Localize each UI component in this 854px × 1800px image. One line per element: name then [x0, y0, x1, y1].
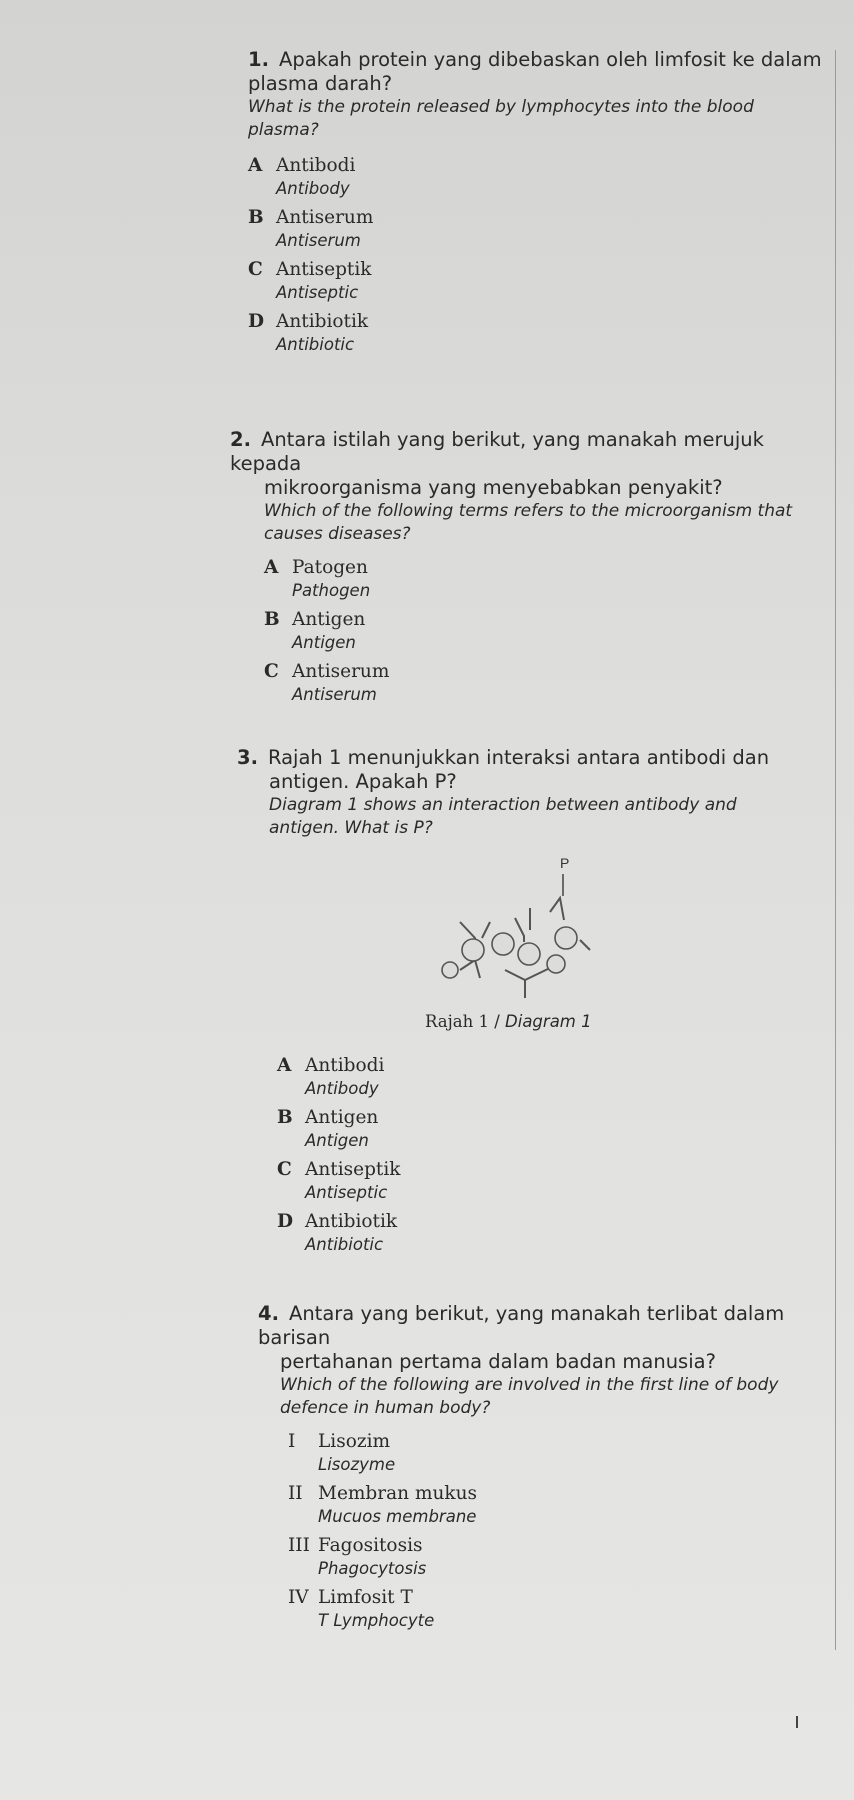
question-4-item-i-en: Lisozyme — [318, 1455, 396, 1474]
question-2-stem-ms-cont: mikroorganisma yang menyebabkan penyakit? — [264, 476, 723, 499]
question-1-option-b[interactable]: B Antiserum — [248, 207, 374, 228]
question-3-option-c-en: Antiseptic — [305, 1183, 388, 1202]
question-3-stem-en-cont: antigen. What is P? — [269, 818, 433, 838]
question-4-item-ii-en: Mucuos membrane — [318, 1507, 477, 1526]
question-1-stem-ms: 1. Apakah protein yang dibebaskan oleh limfosit ke dalam — [248, 48, 822, 71]
question-3-option-b-en: Antigen — [305, 1131, 369, 1150]
question-3 — [237, 746, 837, 840]
page-edge-mark — [796, 1716, 798, 1728]
question-2 — [230, 428, 830, 712]
question-4-item-ii: II Membran mukus — [288, 1483, 478, 1504]
question-1-option-c[interactable]: C Antiseptik — [248, 259, 372, 280]
question-4-item-iv-en: T Lymphocyte — [318, 1611, 435, 1630]
question-2-option-a-en: Pathogen — [292, 581, 371, 600]
question-1-stem-ms-cont: plasma darah? — [248, 72, 393, 95]
question-4-item-iii-en: Phagocytosis — [318, 1559, 427, 1578]
antibody-antigen-diagram — [420, 850, 610, 1000]
question-3-option-c[interactable]: C Antiseptik — [277, 1159, 401, 1180]
question-4-item-i: I Lisozim — [288, 1431, 391, 1452]
question-4-stem-en-cont: defence in human body? — [280, 1398, 491, 1418]
question-3-option-a[interactable]: A Antibodi — [277, 1055, 385, 1076]
antigen-circles — [442, 927, 577, 978]
question-2-option-b-en: Antigen — [292, 633, 356, 652]
question-2-option-b[interactable]: B Antigen — [264, 609, 366, 630]
question-3-option-d-en: Antibiotic — [305, 1235, 384, 1254]
question-4-item-iv: IV Limfosit T — [288, 1587, 413, 1608]
diagram-caption: Rajah 1 / Diagram 1 — [425, 1012, 592, 1031]
question-3-options — [277, 1054, 854, 1262]
question-1-option-c-en: Antiseptic — [276, 283, 359, 302]
question-4-stem-ms: 4. Antara yang berikut, yang manakah terlibat dalam barisan — [258, 1302, 785, 1349]
question-3-stem-ms-cont: antigen. Apakah P? — [269, 770, 457, 793]
question-1-option-a-en: Antibody — [276, 179, 350, 198]
question-2-option-c-en: Antiserum — [292, 685, 377, 704]
question-3-option-d[interactable]: D Antibiotik — [277, 1211, 398, 1232]
question-1-option-b-en: Antiserum — [276, 231, 361, 250]
question-1-stem-en: What is the protein released by lymphocytes into the blood — [248, 97, 754, 117]
question-2-stem-en: Which of the following terms refers to the microorganism that — [264, 501, 793, 521]
question-4-stem-ms-cont: pertahanan pertama dalam badan manusia? — [280, 1350, 716, 1373]
question-1-option-d-en: Antibiotic — [276, 335, 355, 354]
question-3-option-b[interactable]: B Antigen — [277, 1107, 379, 1128]
question-3-stem-en: Diagram 1 shows an interaction between antibody and — [269, 795, 737, 815]
question-4-item-iii: III Fagositosis — [288, 1535, 423, 1556]
label-p: P — [560, 855, 570, 871]
question-1 — [248, 48, 848, 362]
question-1-option-d[interactable]: D Antibiotik — [248, 311, 369, 332]
question-1-option-a[interactable]: A Antibodi — [248, 155, 356, 176]
question-3-stem-ms: 3. Rajah 1 menunjukkan interaksi antara antibodi dan — [237, 746, 770, 769]
question-2-stem-en-cont: causes diseases? — [264, 524, 411, 544]
question-4 — [258, 1302, 854, 1638]
question-1-stem-en-cont: plasma? — [248, 120, 319, 140]
question-2-option-c[interactable]: C Antiserum — [264, 661, 390, 682]
question-4-stem-en: Which of the following are involved in the first line of body — [280, 1375, 779, 1395]
question-3-option-a-en: Antibody — [305, 1079, 379, 1098]
question-2-stem-ms: 2. Antara istilah yang berikut, yang manakah merujuk kepada — [230, 428, 764, 475]
question-2-option-a[interactable]: A Patogen — [264, 557, 368, 578]
